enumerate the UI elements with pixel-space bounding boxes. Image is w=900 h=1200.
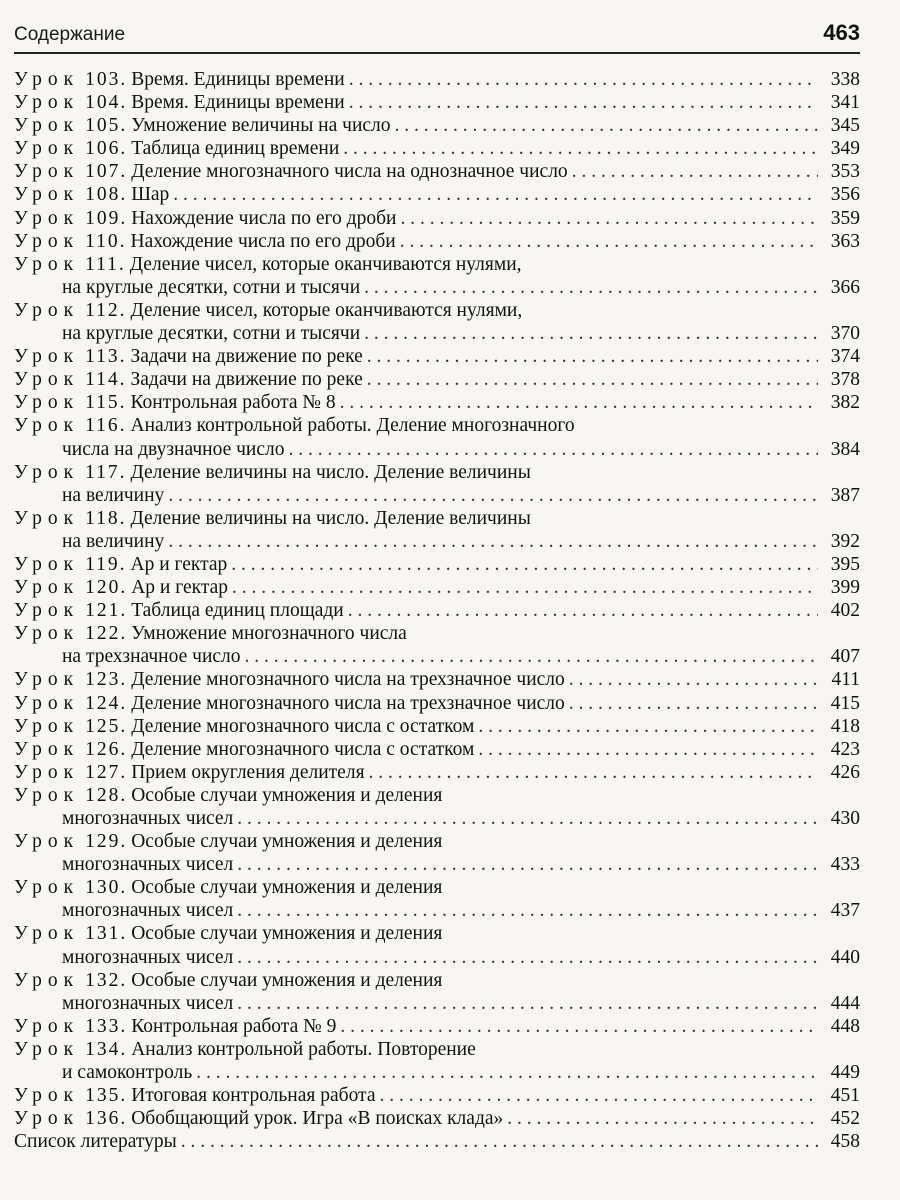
toc-page-number: 426	[830, 761, 860, 783]
lesson-number: 116.	[85, 415, 127, 437]
toc-entry-title: Обобщающий урок. Игра «В поисках клада»	[131, 1108, 504, 1130]
toc-page-number: 387	[830, 484, 860, 506]
lesson-number: 113.	[85, 346, 127, 368]
toc-entry-line	[14, 1084, 860, 1107]
lesson-label: Урок	[14, 1108, 80, 1130]
leader-dots	[181, 1130, 818, 1153]
toc-entry-line	[14, 1107, 860, 1130]
toc-entry-title: Особые случаи умножения и деления	[131, 877, 443, 899]
lesson-label: Урок	[14, 1085, 80, 1107]
lesson-label: Урок	[14, 1038, 80, 1060]
leader-dots	[572, 160, 818, 183]
toc-entry	[14, 137, 860, 160]
lesson-label: Урок	[14, 692, 80, 714]
toc-page-number: 440	[830, 946, 860, 968]
toc-entry	[14, 599, 860, 622]
toc-entry-title: и самоконтроль	[62, 1062, 193, 1084]
leader-dots	[507, 1107, 818, 1130]
toc-entry	[14, 784, 860, 830]
leader-dots	[168, 484, 818, 507]
toc-entry	[14, 207, 860, 230]
toc-entry-line	[14, 668, 860, 691]
lesson-number: 126.	[85, 738, 128, 760]
toc-page-number: 363	[830, 230, 860, 252]
toc-entry-continuation	[14, 530, 860, 553]
toc-entry-line	[14, 207, 860, 230]
toc-page-number: 418	[830, 715, 860, 737]
toc-entry-title: Контрольная работа № 8	[130, 392, 336, 414]
leader-dots	[400, 230, 818, 253]
lesson-number: 135.	[85, 1085, 128, 1107]
toc-entry-title: многозначных чисел	[62, 946, 234, 968]
toc-entry	[14, 230, 860, 253]
toc-page-number: 411	[831, 669, 860, 691]
lesson-number: 106.	[85, 138, 128, 160]
leader-dots	[569, 692, 818, 715]
toc-entry	[14, 1107, 860, 1130]
section-title: Содержание	[14, 24, 126, 45]
lesson-label: Урок	[14, 115, 80, 137]
leader-dots	[237, 946, 818, 969]
toc-entry-title: Нахождение числа по его дроби	[130, 230, 396, 252]
toc-entry-title: Шар	[131, 184, 170, 206]
leader-dots	[349, 91, 818, 114]
lesson-number: 108.	[85, 184, 128, 206]
lesson-label: Урок	[14, 553, 80, 575]
leader-dots	[245, 645, 818, 668]
lesson-label: Урок	[14, 623, 80, 645]
toc-entry-line	[14, 391, 860, 414]
toc-page-number: 356	[830, 184, 860, 206]
toc-entry-line	[14, 876, 860, 899]
toc-entry-continuation	[14, 484, 860, 507]
lesson-number: 107.	[85, 161, 128, 183]
lesson-number: 125.	[85, 715, 128, 737]
toc-entry-title: многозначных чисел	[62, 992, 234, 1014]
lesson-number: 112.	[85, 299, 127, 321]
lesson-number: 104.	[85, 92, 128, 114]
leader-dots	[237, 807, 818, 830]
toc-entry-title: Задачи на движение по реке	[130, 369, 363, 391]
toc-page-number: 341	[830, 92, 860, 114]
toc-entry-line	[14, 622, 860, 645]
lesson-label: Урок	[14, 969, 80, 991]
toc-page-number: 448	[830, 1015, 860, 1037]
toc-entry-title: Время. Единицы времени	[131, 69, 345, 90]
lesson-label: Урок	[14, 415, 80, 437]
toc-entry-line	[14, 1015, 860, 1038]
toc-entry	[14, 1015, 860, 1038]
toc-entry	[14, 160, 860, 183]
lesson-label: Урок	[14, 207, 80, 229]
leader-dots	[364, 322, 818, 345]
toc-entry-line	[14, 299, 860, 322]
toc-entry-title: Деление чисел, которые оканчиваются нулями,	[130, 299, 523, 321]
toc-entry	[14, 1038, 860, 1084]
lesson-label: Урок	[14, 346, 80, 368]
toc-entry	[14, 692, 860, 715]
lesson-number: 105.	[85, 115, 128, 137]
toc-entry-line	[14, 1038, 860, 1061]
toc-entry-continuation	[14, 276, 860, 299]
toc-page-number: 392	[830, 530, 860, 552]
leader-dots	[289, 438, 819, 461]
toc-entry	[14, 668, 860, 691]
toc-entry	[14, 553, 860, 576]
toc-page-number: 402	[830, 600, 860, 622]
lesson-number: 130.	[85, 877, 128, 899]
leader-dots	[237, 899, 818, 922]
toc-entry-title: Особые случаи умножения и деления	[131, 969, 443, 991]
lesson-label: Урок	[14, 1015, 80, 1037]
lesson-number: 124.	[85, 692, 128, 714]
toc-entry	[14, 91, 860, 114]
lesson-label: Урок	[14, 92, 80, 114]
toc-page-number: 349	[830, 138, 860, 160]
lesson-number: 129.	[85, 831, 128, 853]
lesson-number: 133.	[85, 1015, 128, 1037]
toc-page-number: 452	[830, 1108, 860, 1130]
toc-entry-title: Ар и гектар	[130, 553, 228, 575]
toc-entry-title: многозначных чисел	[62, 808, 234, 829]
leader-dots	[395, 114, 818, 137]
toc-page-number: 378	[830, 369, 860, 391]
toc-entry-title: Нахождение числа по его дроби	[131, 207, 397, 229]
toc-entry-line	[14, 137, 860, 160]
toc-entry-title: на трехзначное число	[62, 646, 241, 668]
toc-entry-line	[14, 253, 860, 276]
toc-entry-title: Деление многозначного числа с остатком	[131, 738, 475, 760]
toc-entry-line	[14, 68, 860, 91]
toc-entry-line	[14, 738, 860, 761]
toc-entry	[14, 414, 860, 460]
leader-dots	[349, 68, 818, 91]
lesson-label: Урок	[14, 461, 80, 483]
toc-page-number: 437	[830, 900, 860, 922]
toc-entry-title: числа на двузначное число	[62, 438, 285, 460]
toc-entry	[14, 876, 860, 922]
toc-entry-line	[14, 230, 860, 253]
toc-entry-title: Ар и гектар	[131, 577, 228, 599]
lesson-label: Урок	[14, 738, 80, 760]
lesson-label: Урок	[14, 577, 80, 599]
toc-entry-line	[14, 1130, 860, 1153]
toc-entry-title: Умножение многозначного числа	[131, 623, 407, 645]
leader-dots	[478, 738, 818, 761]
leader-dots	[367, 345, 818, 368]
toc-entry-continuation	[14, 946, 860, 969]
toc-entry-continuation	[14, 438, 860, 461]
leader-dots	[369, 761, 818, 784]
toc-entry-continuation	[14, 322, 860, 345]
toc-entry	[14, 68, 860, 91]
toc-entry-title: Время. Единицы времени	[131, 92, 345, 114]
toc-entry-title: Особые случаи умножения и деления	[131, 923, 443, 945]
leader-dots	[478, 715, 818, 738]
lesson-label: Урок	[14, 877, 80, 899]
toc-entry	[14, 622, 860, 668]
leader-dots	[364, 276, 818, 299]
toc-entry	[14, 368, 860, 391]
leader-dots	[569, 668, 818, 691]
lesson-number: 122.	[85, 623, 128, 645]
toc-page-number: 407	[830, 646, 860, 668]
toc-entry-title: многозначных чисел	[62, 900, 234, 922]
leader-dots	[232, 576, 818, 599]
toc-entry	[14, 114, 860, 137]
toc-entry-line	[14, 969, 860, 992]
lesson-number: 127.	[85, 761, 128, 783]
toc-entry-title: Деление величины на число. Деление величины	[130, 461, 531, 483]
lesson-number: 123.	[85, 669, 128, 691]
toc-entry	[14, 715, 860, 738]
toc-entry	[14, 969, 860, 1015]
lesson-label: Урок	[14, 669, 80, 691]
leader-dots	[400, 207, 818, 230]
toc-entry-title: Анализ контрольной работы. Деление многозначного	[130, 415, 575, 437]
toc-entry-title: Деление многозначного числа с остатком	[131, 715, 475, 737]
lesson-number: 131.	[85, 923, 128, 945]
leader-dots	[343, 137, 818, 160]
lesson-number: 134.	[85, 1038, 128, 1060]
toc-page-number: 449	[830, 1062, 860, 1084]
toc-entry	[14, 299, 860, 345]
toc-entry	[14, 183, 860, 206]
toc-entry-line	[14, 414, 860, 437]
toc-entry-title: Умножение величины на число	[131, 115, 391, 137]
toc-page-number: 399	[830, 577, 860, 599]
leader-dots	[367, 368, 818, 391]
toc-entry-title: многозначных чисел	[62, 854, 234, 876]
page-number: 463	[823, 20, 860, 45]
lesson-label: Урок	[14, 600, 80, 622]
toc-entry-line	[14, 368, 860, 391]
toc-entry-line	[14, 761, 860, 784]
toc-entry	[14, 391, 860, 414]
leader-dots	[348, 599, 818, 622]
lesson-label: Урок	[14, 299, 80, 321]
lesson-label: Урок	[14, 69, 80, 90]
toc-entry-line	[14, 553, 860, 576]
toc-entry-title: Итоговая контрольная работа	[131, 1085, 376, 1107]
toc-entry-line	[14, 830, 860, 853]
lesson-number: 128.	[85, 784, 128, 806]
leader-dots	[340, 1015, 818, 1038]
toc-entry-line	[14, 507, 860, 530]
toc-entry-line	[14, 461, 860, 484]
toc-entry-continuation	[14, 992, 860, 1015]
leader-dots	[237, 853, 818, 876]
lesson-number: 121.	[85, 600, 128, 622]
toc-page-number: 345	[830, 115, 860, 137]
lesson-number: 103.	[85, 69, 128, 90]
toc-entry-line	[14, 692, 860, 715]
toc-entry-title: Таблица единиц площади	[131, 600, 344, 622]
toc-entry-line	[14, 599, 860, 622]
toc-entry-continuation	[14, 1061, 860, 1084]
toc-entry-line	[14, 576, 860, 599]
lesson-label: Урок	[14, 138, 80, 160]
toc-page-number: 451	[830, 1085, 860, 1107]
toc-page-number: 374	[830, 346, 860, 368]
lesson-number: 115.	[85, 392, 127, 414]
leader-dots	[231, 553, 818, 576]
lesson-label: Урок	[14, 161, 80, 183]
toc-page-number: 366	[830, 276, 860, 298]
toc-entry-title: Список литературы	[14, 1131, 177, 1153]
toc-entry-line	[14, 922, 860, 945]
toc-entry-title: Контрольная работа № 9	[131, 1015, 337, 1037]
leader-dots	[173, 183, 818, 206]
toc-page-number: 433	[830, 854, 860, 876]
lesson-label: Урок	[14, 369, 80, 391]
toc-entry-title: Таблица единиц времени	[131, 138, 340, 160]
lesson-number: 117.	[85, 461, 127, 483]
toc-entry	[14, 253, 860, 299]
lesson-label: Урок	[14, 507, 80, 529]
toc-entry	[14, 922, 860, 968]
leader-dots	[196, 1061, 818, 1084]
toc-entry	[14, 1130, 860, 1153]
toc-page-number: 415	[830, 692, 860, 714]
toc-entry-title: Деление многозначного числа на трехзначное число	[131, 669, 565, 691]
toc-entry-title: на величину	[62, 530, 165, 552]
toc-entry-continuation	[14, 899, 860, 922]
leader-dots	[237, 992, 818, 1015]
toc-entry-title: Деление величины на число. Деление величины	[130, 507, 531, 529]
lesson-number: 119.	[85, 553, 127, 575]
toc-entry-line	[14, 345, 860, 368]
leader-dots	[168, 530, 818, 553]
toc-entry	[14, 345, 860, 368]
lesson-label: Урок	[14, 184, 80, 206]
toc-page-number: 370	[830, 323, 860, 345]
table-of-contents	[14, 68, 860, 1153]
lesson-number: 136.	[85, 1108, 128, 1130]
toc-entry-title: на круглые десятки, сотни и тысячи	[62, 323, 361, 345]
toc-page-number: 395	[830, 553, 860, 575]
lesson-label: Урок	[14, 761, 80, 783]
toc-entry-title: Особые случаи умножения и деления	[131, 784, 443, 806]
toc-entry-title: Деление многозначного числа на однозначное число	[131, 161, 568, 183]
toc-entry-title: Анализ контрольной работы. Повторение	[131, 1038, 476, 1060]
toc-page-number: 353	[830, 161, 860, 183]
toc-entry-line	[14, 715, 860, 738]
toc-page-number: 458	[830, 1131, 860, 1153]
leader-dots	[379, 1084, 818, 1107]
toc-entry-continuation	[14, 645, 860, 668]
toc-entry-title: на круглые десятки, сотни и тысячи	[62, 276, 361, 298]
toc-entry	[14, 576, 860, 599]
toc-entry	[14, 830, 860, 876]
lesson-label: Урок	[14, 923, 80, 945]
toc-entry	[14, 761, 860, 784]
toc-entry	[14, 1084, 860, 1107]
toc-entry-line	[14, 183, 860, 206]
toc-entry-line	[14, 114, 860, 137]
lesson-number: 118.	[85, 507, 127, 529]
lesson-label: Урок	[14, 230, 80, 252]
toc-entry-title: Деление многозначного числа на трехзначное число	[131, 692, 565, 714]
toc-entry	[14, 738, 860, 761]
toc-entry-title: Прием округления делителя	[131, 761, 365, 783]
toc-entry-title: Задачи на движение по реке	[130, 346, 363, 368]
toc-page-number: 359	[830, 207, 860, 229]
lesson-label: Урок	[14, 715, 80, 737]
lesson-number: 111.	[85, 253, 126, 275]
toc-page-number: 382	[830, 392, 860, 414]
lesson-label: Урок	[14, 831, 80, 853]
toc-page-number: 384	[830, 438, 860, 460]
toc-entry-line	[14, 160, 860, 183]
page-header	[14, 18, 860, 54]
toc-page-number: 444	[830, 992, 860, 1014]
lesson-number: 114.	[85, 369, 127, 391]
toc-entry-title: Деление чисел, которые оканчиваются нулями,	[129, 253, 522, 275]
lesson-label: Урок	[14, 253, 80, 275]
lesson-number: 110.	[85, 230, 127, 252]
toc-page-number: 338	[830, 69, 860, 90]
lesson-label: Урок	[14, 392, 80, 414]
toc-entry-line	[14, 784, 860, 807]
toc-entry-title: Особые случаи умножения и деления	[131, 831, 443, 853]
toc-entry-continuation	[14, 853, 860, 876]
toc-page-number: 430	[830, 808, 860, 829]
leader-dots	[340, 391, 818, 414]
toc-entry	[14, 507, 860, 553]
toc-page-number: 423	[830, 738, 860, 760]
lesson-label: Урок	[14, 784, 80, 806]
toc-entry	[14, 461, 860, 507]
toc-entry-title: на величину	[62, 484, 165, 506]
lesson-number: 109.	[85, 207, 128, 229]
toc-entry-line	[14, 91, 860, 114]
lesson-number: 132.	[85, 969, 128, 991]
lesson-number: 120.	[85, 577, 128, 599]
toc-entry-continuation	[14, 807, 860, 830]
